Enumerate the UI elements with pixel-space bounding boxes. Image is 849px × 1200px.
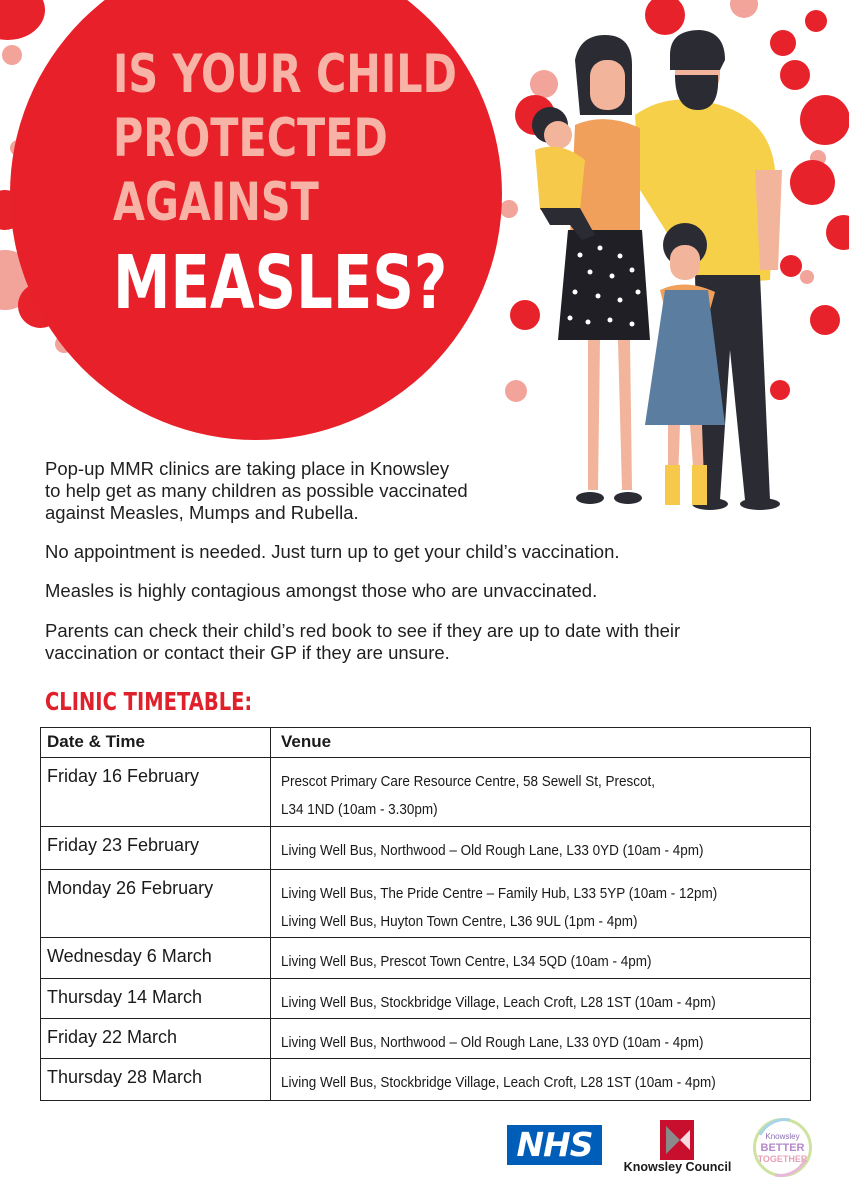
knowsley-council-logo [620, 1118, 735, 1178]
venue-line: Living Well Bus, Huyton Town Centre, L36 9UL (1pm - 4pm) [281, 914, 638, 930]
intro-line: Pop-up MMR clinics are taking place in Knowsley [45, 458, 450, 479]
venue-line: Living Well Bus, Prescot Town Centre, L34 5QD (10am - 4pm) [281, 954, 652, 970]
timetable-title: CLINIC TIMETABLE: [45, 687, 253, 716]
venue-line: Living Well Bus, Northwood – Old Rough Lane, L33 0YD (10am - 4pm) [281, 1035, 704, 1051]
table-row [41, 870, 811, 938]
decor-dot [2, 45, 22, 65]
venue-cell [271, 979, 811, 1019]
venue-cell [271, 870, 811, 938]
date-cell: Monday 26 February [41, 870, 271, 938]
date-header: Date & Time [41, 728, 271, 758]
date-cell: Friday 16 February [41, 758, 271, 827]
venue-cell [271, 1019, 811, 1059]
table-row [41, 1019, 811, 1059]
date-cell: Friday 22 March [41, 1019, 271, 1059]
headline-line-2: PROTECTED [113, 108, 388, 169]
intro-line: against Measles, Mumps and Rubella. [45, 502, 359, 523]
knowsley-better-together-logo [750, 1115, 815, 1180]
venue-header: Venue [271, 728, 811, 758]
decor-dot [500, 200, 518, 218]
venue-line: L34 1ND (10am - 3.30pm) [281, 802, 438, 818]
venue-cell [271, 827, 811, 870]
venue-line: Living Well Bus, Stockbridge Village, Leach Croft, L28 1ST (10am - 4pm) [281, 995, 716, 1011]
decor-dot [826, 215, 849, 250]
family-illustration [520, 20, 820, 520]
no-appointment-text: No appointment is needed. Just turn up to get your child’s vaccination. [45, 541, 620, 562]
date-cell: Friday 23 February [41, 827, 271, 870]
table-header-row [41, 728, 811, 758]
date-cell: Thursday 14 March [41, 979, 271, 1019]
better-together-line-2: BETTER [760, 1142, 805, 1154]
knowsley-council-mark-icon [660, 1120, 694, 1160]
venue-line: Living Well Bus, Stockbridge Village, Leach Croft, L28 1ST (10am - 4pm) [281, 1075, 716, 1091]
table-row [41, 827, 811, 870]
headline [113, 44, 493, 326]
clinic-timetable [40, 727, 811, 1101]
red-book-text [45, 620, 805, 664]
venue-line: Living Well Bus, The Pride Centre – Family Hub, L33 5YP (10am - 12pm) [281, 886, 718, 902]
intro-line: to help get as many children as possible vaccinated [45, 480, 468, 501]
venue-line: Prescot Primary Care Resource Centre, 58 Sewell St, Prescot, [281, 774, 655, 790]
better-together-line-3: TOGETHER [757, 1154, 808, 1164]
headline-line-1: IS YOUR CHILD [113, 44, 457, 105]
date-cell: Thursday 28 March [41, 1059, 271, 1101]
table-row [41, 758, 811, 827]
headline-measles: MEASLES? [113, 240, 448, 326]
venue-cell [271, 1059, 811, 1101]
date-cell: Wednesday 6 March [41, 938, 271, 979]
venue-cell [271, 938, 811, 979]
intro-paragraph [45, 458, 565, 524]
knowsley-council-text: Knowsley Council [623, 1160, 732, 1174]
better-together-line-1: Knowsley [765, 1132, 800, 1141]
nhs-logo: NHS [507, 1125, 602, 1165]
decor-dot [0, 0, 45, 40]
table-row [41, 1059, 811, 1101]
headline-line-3: AGAINST [113, 172, 319, 233]
contagious-text: Measles is highly contagious amongst those who are unvaccinated. [45, 580, 598, 601]
decor-dot [730, 0, 758, 18]
red-book-line: vaccination or contact their GP if they are unsure. [45, 642, 450, 663]
table-row [41, 979, 811, 1019]
red-book-line: Parents can check their child’s red book to see if they are up to date with their [45, 620, 681, 641]
venue-cell [271, 758, 811, 827]
venue-line: Living Well Bus, Northwood – Old Rough Lane, L33 0YD (10am - 4pm) [281, 843, 704, 859]
table-row [41, 938, 811, 979]
